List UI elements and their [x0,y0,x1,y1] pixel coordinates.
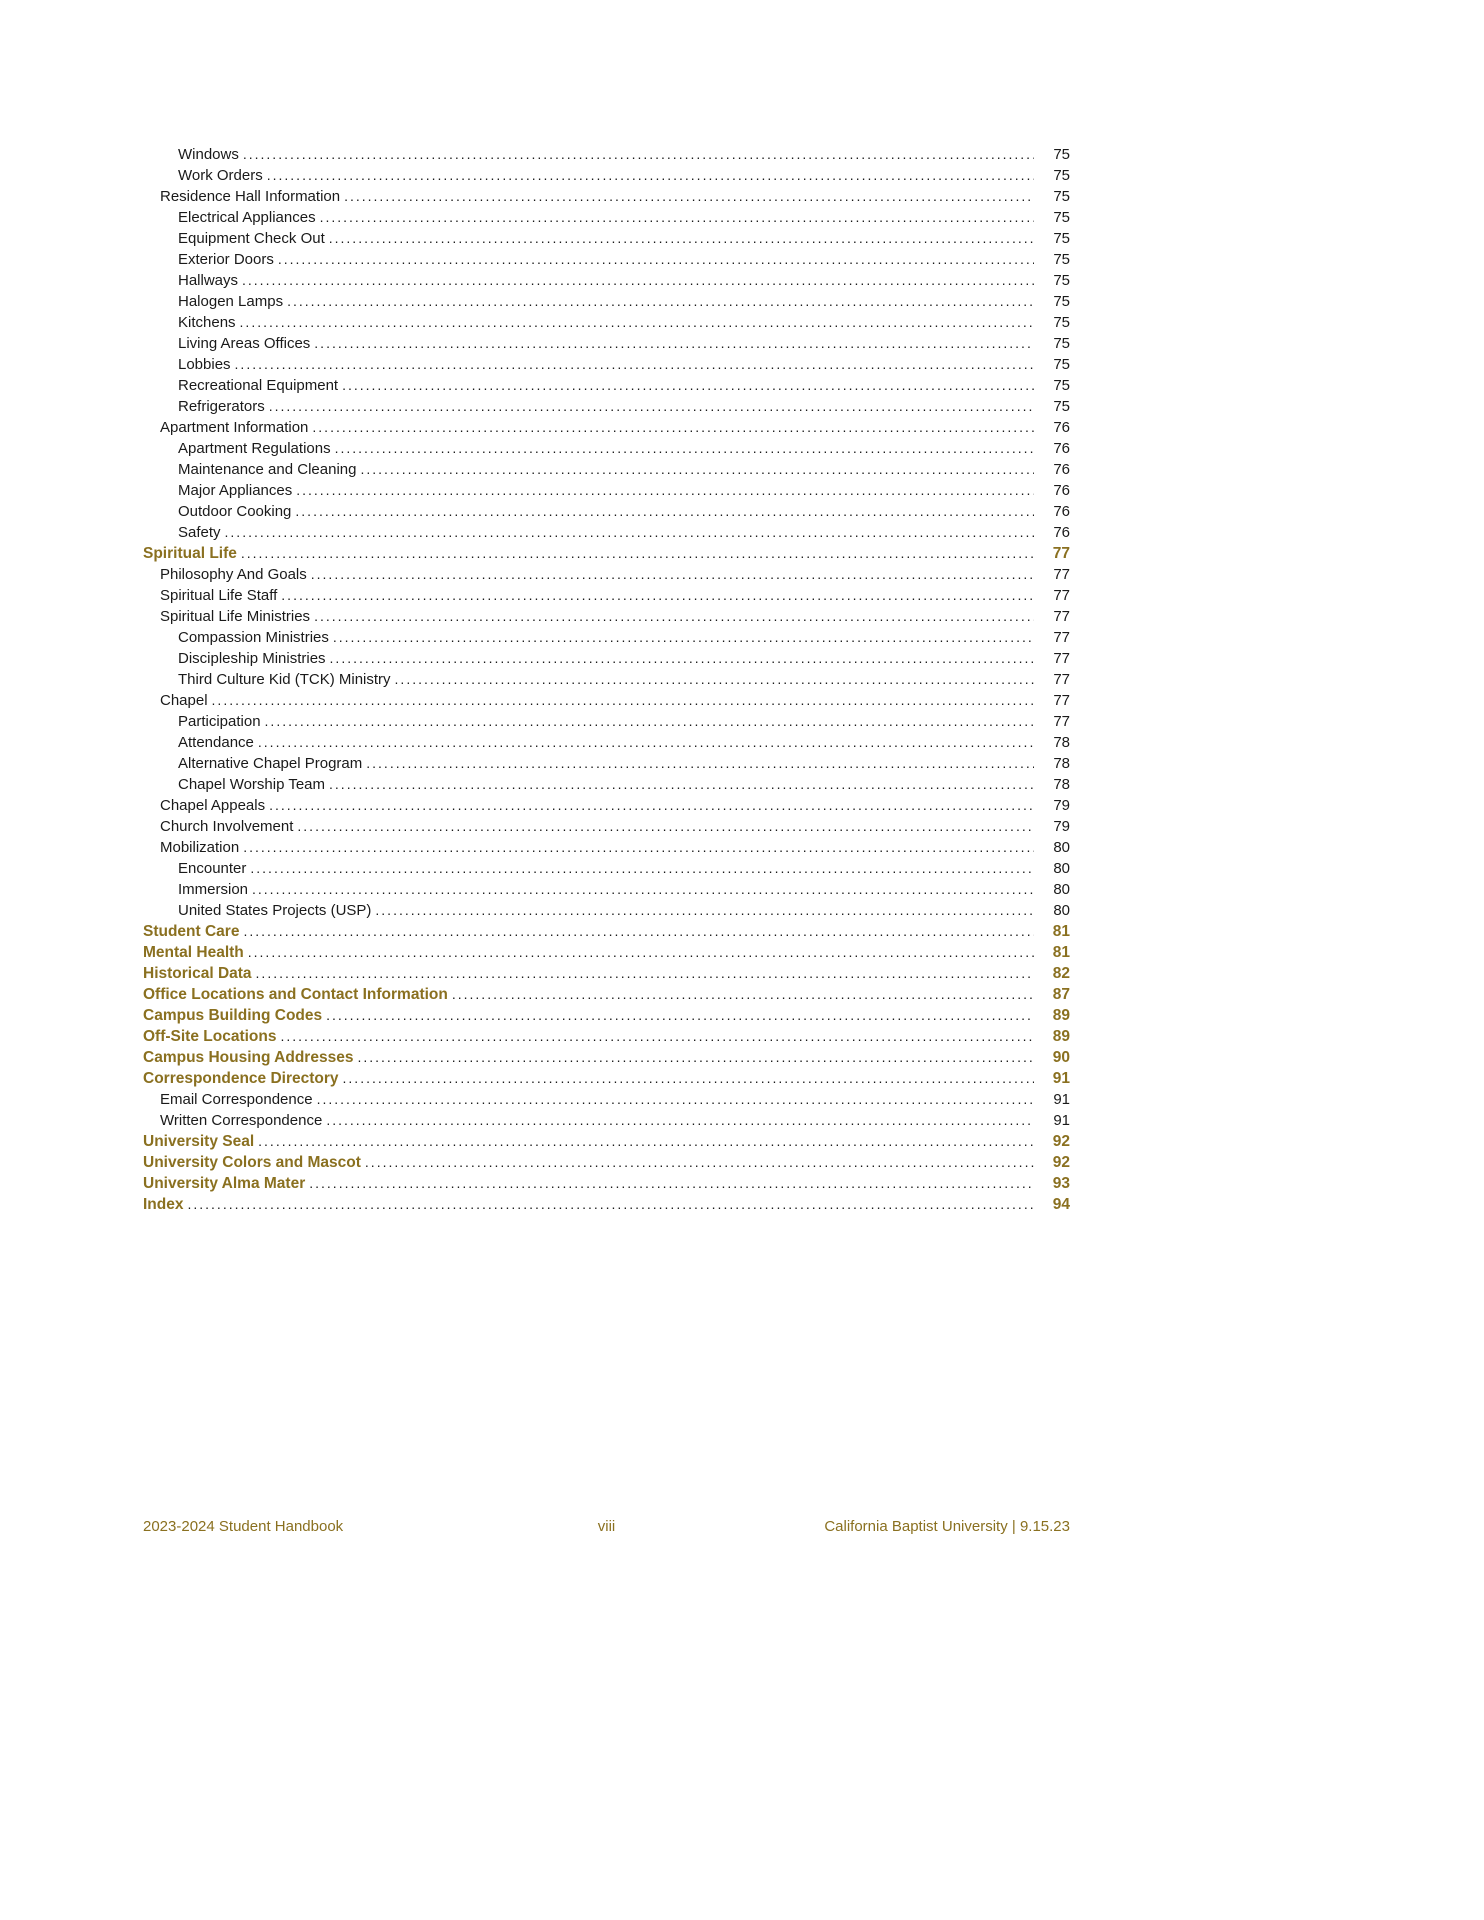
toc-entry [143,900,1070,921]
toc-entry [143,774,1070,795]
toc-entry [143,606,1070,627]
toc-entry-title: Historical Data [143,965,252,982]
toc-entry-title: Alternative Chapel Program [178,755,363,772]
dot-leader [313,1089,1034,1110]
toc-entry [143,207,1070,228]
toc-entry-title: Recreational Equipment [178,377,339,394]
toc-entry [143,921,1070,942]
toc-entry-page: 93 [1052,1175,1070,1192]
toc-entry-title: Student Care [143,923,240,940]
toc-entry [143,795,1070,816]
toc-entry-title: Lobbies [178,356,231,373]
toc-entry-page: 77 [1053,608,1070,625]
dot-leader [331,438,1034,459]
toc-entry-page: 76 [1053,503,1070,520]
toc-entry-title: Spiritual Life [143,545,237,562]
toc-entry-page: 75 [1053,209,1070,226]
toc-entry-title: Chapel Appeals [160,797,266,814]
toc-entry-page: 80 [1053,902,1070,919]
dot-leader [326,648,1034,669]
toc-entry-page: 75 [1053,335,1070,352]
toc-entry-page: 87 [1052,986,1070,1003]
toc-entry [143,816,1070,837]
dot-leader [371,900,1034,921]
toc-entry-page: 75 [1053,293,1070,310]
dot-leader [316,207,1034,228]
toc-entry-page: 77 [1053,650,1070,667]
dot-leader [448,984,1034,1005]
toc-entry [143,1173,1070,1194]
toc-entry [143,984,1070,1005]
toc-entry [143,501,1070,522]
toc-entry [143,963,1070,984]
toc-entry [143,732,1070,753]
page-footer [143,1516,1070,1537]
toc-entry [143,1110,1070,1131]
toc-entry-title: Apartment Information [160,419,309,436]
dot-leader [244,942,1034,963]
toc-entry-title: Compassion Ministries [178,629,329,646]
toc-entry [143,837,1070,858]
toc-entry-title: Work Orders [178,167,263,184]
toc-entry-page: 77 [1053,692,1070,709]
toc-entry-page: 89 [1052,1028,1070,1045]
toc-entry-page: 76 [1053,524,1070,541]
toc-entry-page: 78 [1053,755,1070,772]
dot-leader [237,543,1034,564]
dot-leader [292,480,1034,501]
toc-entry-title: Hallways [178,272,239,289]
dot-leader [307,564,1034,585]
toc-entry-title: Chapel Worship Team [178,776,326,793]
toc-entry-title: Mental Health [143,944,244,961]
dot-leader [246,858,1034,879]
toc-entry [143,564,1070,585]
toc-entry-page: 75 [1053,314,1070,331]
toc-entry [143,291,1070,312]
toc-entry [143,711,1070,732]
dot-leader [340,186,1034,207]
toc-entry-title: Maintenance and Cleaning [178,461,357,478]
toc-entry-page: 75 [1053,398,1070,415]
toc-entry-title: Major Appliances [178,482,293,499]
dot-leader [322,1005,1034,1026]
toc-entry-title: Living Areas Offices [178,335,311,352]
footer-document-title: 2023-2024 Student Handbook [143,1518,344,1535]
toc-entry [143,438,1070,459]
toc-entry-page: 94 [1052,1196,1070,1213]
toc-entry-page: 76 [1053,461,1070,478]
toc-entry-page: 92 [1052,1133,1070,1150]
dot-leader [265,795,1034,816]
toc-entry-page: 76 [1053,482,1070,499]
dot-leader [353,1047,1034,1068]
toc-entry-page: 75 [1053,230,1070,247]
toc-entry-title: Apartment Regulations [178,440,331,457]
dot-leader [338,375,1034,396]
toc-entry-title: Encounter [178,860,247,877]
toc-entry-page: 79 [1053,797,1070,814]
dot-leader [238,270,1034,291]
dot-leader [252,963,1034,984]
dot-leader [293,816,1034,837]
toc-entry [143,228,1070,249]
toc-entry [143,753,1070,774]
toc-entry [143,1068,1070,1089]
toc-entry-title: Index [143,1196,184,1213]
toc-entry [143,165,1070,186]
toc-entry [143,1089,1070,1110]
toc-entry [143,354,1070,375]
toc-entry-title: Halogen Lamps [178,293,284,310]
toc-entry-page: 76 [1053,419,1070,436]
dot-leader [339,1068,1034,1089]
toc-entry-title: Outdoor Cooking [178,503,292,520]
toc-entry-title: Residence Hall Information [160,188,341,205]
toc-entry [143,648,1070,669]
dot-leader [208,690,1034,711]
toc-entry [143,333,1070,354]
toc-entry-page: 81 [1052,923,1070,940]
toc-entry-title: Campus Housing Addresses [143,1049,354,1066]
toc-entry-page: 77 [1053,629,1070,646]
toc-entry-title: University Seal [143,1133,255,1150]
toc-entry-title: Spiritual Life Ministries [160,608,311,625]
dot-leader [329,627,1034,648]
toc-entry [143,144,1070,165]
toc-entry-title: Electrical Appliances [178,209,316,226]
toc-entry-page: 89 [1052,1007,1070,1024]
toc-entry-page: 77 [1053,566,1070,583]
toc-entry-title: Third Culture Kid (TCK) Ministry [178,671,391,688]
toc-entry [143,417,1070,438]
dot-leader [239,144,1034,165]
toc-entry [143,375,1070,396]
toc-entry-title: Discipleship Ministries [178,650,326,667]
toc-entry [143,1194,1070,1215]
toc-entry [143,543,1070,564]
toc-entry [143,669,1070,690]
dot-leader [391,669,1034,690]
toc-entry-title: United States Projects (USP) [178,902,372,919]
toc-entry-title: Refrigerators [178,398,265,415]
toc-entry-page: 75 [1053,167,1070,184]
toc-entry-title: Campus Building Codes [143,1007,323,1024]
toc-entry-page: 76 [1053,440,1070,457]
toc-entry [143,249,1070,270]
dot-leader [310,606,1034,627]
dot-leader [265,396,1034,417]
toc-entry [143,690,1070,711]
toc-entry-page: 78 [1053,776,1070,793]
toc-entry-title: Equipment Check Out [178,230,325,247]
toc-entry-page: 75 [1053,251,1070,268]
toc-entry-page: 81 [1052,944,1070,961]
toc-entry-title: University Alma Mater [143,1175,306,1192]
toc-entry [143,1131,1070,1152]
dot-leader [362,753,1034,774]
toc-entry [143,480,1070,501]
toc-entry [143,1152,1070,1173]
dot-leader [361,1152,1034,1173]
toc-entry [143,270,1070,291]
toc-entry-title: Church Involvement [160,818,294,835]
toc-entry-page: 82 [1052,965,1070,982]
toc-entry-page: 80 [1053,839,1070,856]
toc-entry-title: Spiritual Life Staff [160,587,278,604]
toc-entry-page: 77 [1053,671,1070,688]
toc-entry-title: Kitchens [178,314,236,331]
dot-leader [325,228,1034,249]
dot-leader [305,1173,1034,1194]
toc-entry-title: Windows [178,146,239,163]
dot-leader [239,837,1034,858]
dot-leader [248,879,1034,900]
toc-entry-page: 77 [1052,545,1070,562]
toc-entry [143,1026,1070,1047]
toc-entry-page: 75 [1053,188,1070,205]
toc-entry-title: Safety [178,524,221,541]
toc-entry-page: 80 [1053,881,1070,898]
dot-leader [291,501,1034,522]
toc-entry [143,942,1070,963]
toc-entry-title: University Colors and Mascot [143,1154,361,1171]
toc-entry-title: Philosophy And Goals [160,566,307,583]
toc-entry-page: 77 [1053,587,1070,604]
toc-entry-title: Written Correspondence [160,1112,323,1129]
dot-leader [277,585,1034,606]
toc-entry [143,522,1070,543]
dot-leader [254,1131,1034,1152]
dot-leader [322,1110,1034,1131]
dot-leader [239,921,1034,942]
footer-institution: California Baptist University | 9.15.23 [824,1518,1070,1535]
toc-entry-page: 91 [1052,1070,1070,1087]
toc-entry-page: 91 [1053,1091,1070,1108]
dot-leader [254,732,1034,753]
dot-leader [325,774,1034,795]
toc-entry-page: 90 [1052,1049,1070,1066]
toc-entry-title: Attendance [178,734,254,751]
toc-entry-page: 78 [1053,734,1070,751]
toc-entry-title: Off-Site Locations [143,1028,277,1045]
dot-leader [276,1026,1034,1047]
toc-entry [143,585,1070,606]
toc-entry-title: Mobilization [160,839,240,856]
toc-entry [143,459,1070,480]
toc-entry [143,879,1070,900]
dot-leader [263,165,1034,186]
toc-entry-page: 77 [1053,713,1070,730]
toc-list [143,144,1070,1215]
toc-entry [143,312,1070,333]
toc-entry [143,858,1070,879]
dot-leader [236,312,1034,333]
toc-entry-page: 80 [1053,860,1070,877]
dot-leader [231,354,1034,375]
dot-leader [356,459,1034,480]
dot-leader [221,522,1034,543]
toc-entry-title: Participation [178,713,261,730]
dot-leader [283,291,1034,312]
toc-entry-page: 75 [1053,272,1070,289]
toc-entry-page: 92 [1052,1154,1070,1171]
toc-entry [143,186,1070,207]
dot-leader [183,1194,1034,1215]
toc-entry-page: 91 [1053,1112,1070,1129]
toc-entry-title: Exterior Doors [178,251,274,268]
toc-entry-title: Chapel [160,692,208,709]
toc-entry [143,627,1070,648]
dot-leader [261,711,1034,732]
dot-leader [310,333,1034,354]
toc-entry [143,1005,1070,1026]
toc-entry-page: 75 [1053,146,1070,163]
toc-entry-title: Office Locations and Contact Information [143,986,448,1003]
toc-entry-page: 75 [1053,356,1070,373]
toc-entry [143,396,1070,417]
footer-page-number: viii [597,1518,616,1535]
toc-entry-page: 75 [1053,377,1070,394]
toc-entry [143,1047,1070,1068]
dot-leader [308,417,1034,438]
toc-entry-page: 79 [1053,818,1070,835]
toc-entry-title: Email Correspondence [160,1091,313,1108]
toc-entry-title: Immersion [178,881,249,898]
toc-entry-title: Correspondence Directory [143,1070,339,1087]
dot-leader [274,249,1034,270]
